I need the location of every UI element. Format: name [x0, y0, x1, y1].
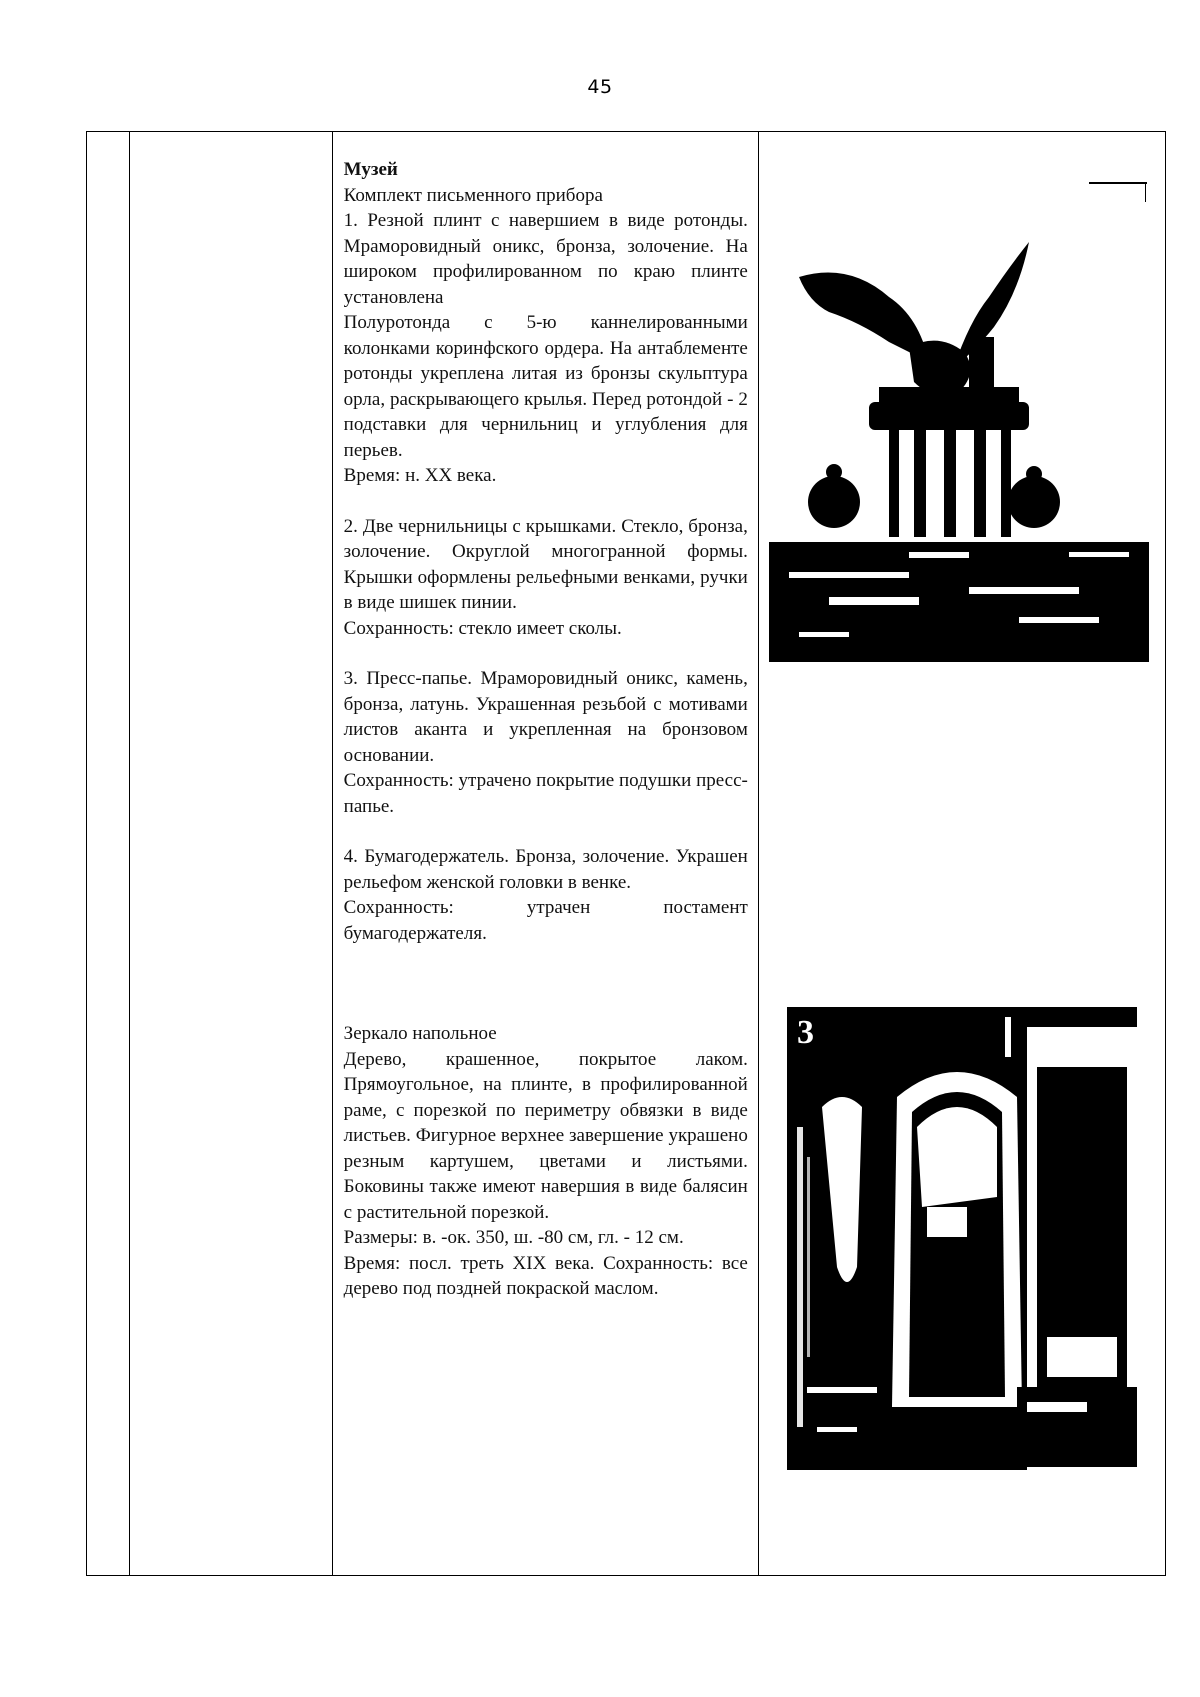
part-1-time: Время: н. ХХ века. — [343, 465, 497, 486]
photo-1-frame-top — [1089, 182, 1147, 184]
part-1-text: 1. Резной плинт с навершием в виде ротонды. Мраморовидный оникс, бронза, золочение. На широком профилированном по краю плинте установлена — [343, 210, 748, 308]
table-row — [87, 132, 1166, 1576]
entry2-item-title: Зеркало напольное — [343, 1023, 497, 1044]
part-3-text: 3. Пресс-папье. Мраморовидный оникс, камень, бронза, латунь. Украшенная резьбой с мотивами листов аканта и укрепленная на бронзовом основании. — [343, 668, 748, 766]
floor-mirror-image — [787, 1007, 1137, 1470]
catalog-table — [86, 131, 1166, 1576]
entry-item-title: Комплект письменного прибора — [343, 184, 603, 206]
part-2-text: 2. Две чернильницы с крышками. Стекло, бронза, золочение. Округлой многогранной формы. Крышки оформлены рельефными венками, ручки в виде шишек пинии. — [343, 515, 748, 613]
entry2-time-state: Время: посл. треть XIX века. Сохранность: все дерево под поздней покраской маслом. — [343, 1252, 748, 1299]
part-1b-text: Полуротонда с 5-ю каннелированными колонками коринфского ордера. На антаблементе ротонды укреплена литая из бронзы скульптура орла, раскрывающего крылья. Перед ротондой - 2 подставки для чернильниц и углубления для перьев. — [343, 312, 748, 461]
cell-description — [332, 132, 758, 1576]
cell-photos — [758, 132, 1165, 1576]
part-4-text: 4. Бумагодержатель. Бронза, золочение. Украшен рельефом женской головки в венке. — [343, 846, 748, 893]
entry2-description: Дерево, крашенное, покрытое лаком. Прямоугольное, на плинте, в профилированной раме, с порезкой по периметру обвязки в виде листьев. Фигурное верхнее завершение украшено резным картушем, цветами и листьями. Боковины также имеют навершия в виде балясин с растительной порезкой. — [343, 1048, 748, 1223]
description-text — [333, 132, 758, 1302]
entry2-dimensions: Размеры: в. -ок. 350, ш. -80 см, гл. - 12 см. — [343, 1227, 684, 1248]
part-3-state: Сохранность: утрачено покрытие подушки пресс-папье. — [343, 770, 748, 817]
photo-writing-set — [769, 202, 1149, 662]
entry-heading: Музей — [343, 159, 398, 180]
writing-set-image — [769, 202, 1149, 662]
photo-floor-mirror — [787, 1007, 1137, 1470]
page-number: 45 — [587, 76, 613, 98]
photo-corner-mark: 3 — [796, 1014, 814, 1051]
part-2-state: Сохранность: стекло имеет сколы. — [343, 617, 622, 639]
cell-name — [130, 132, 333, 1576]
part-4-state: Сохранность: утрачен постамент бумагодержателя. — [343, 897, 748, 944]
cell-number — [87, 132, 130, 1576]
